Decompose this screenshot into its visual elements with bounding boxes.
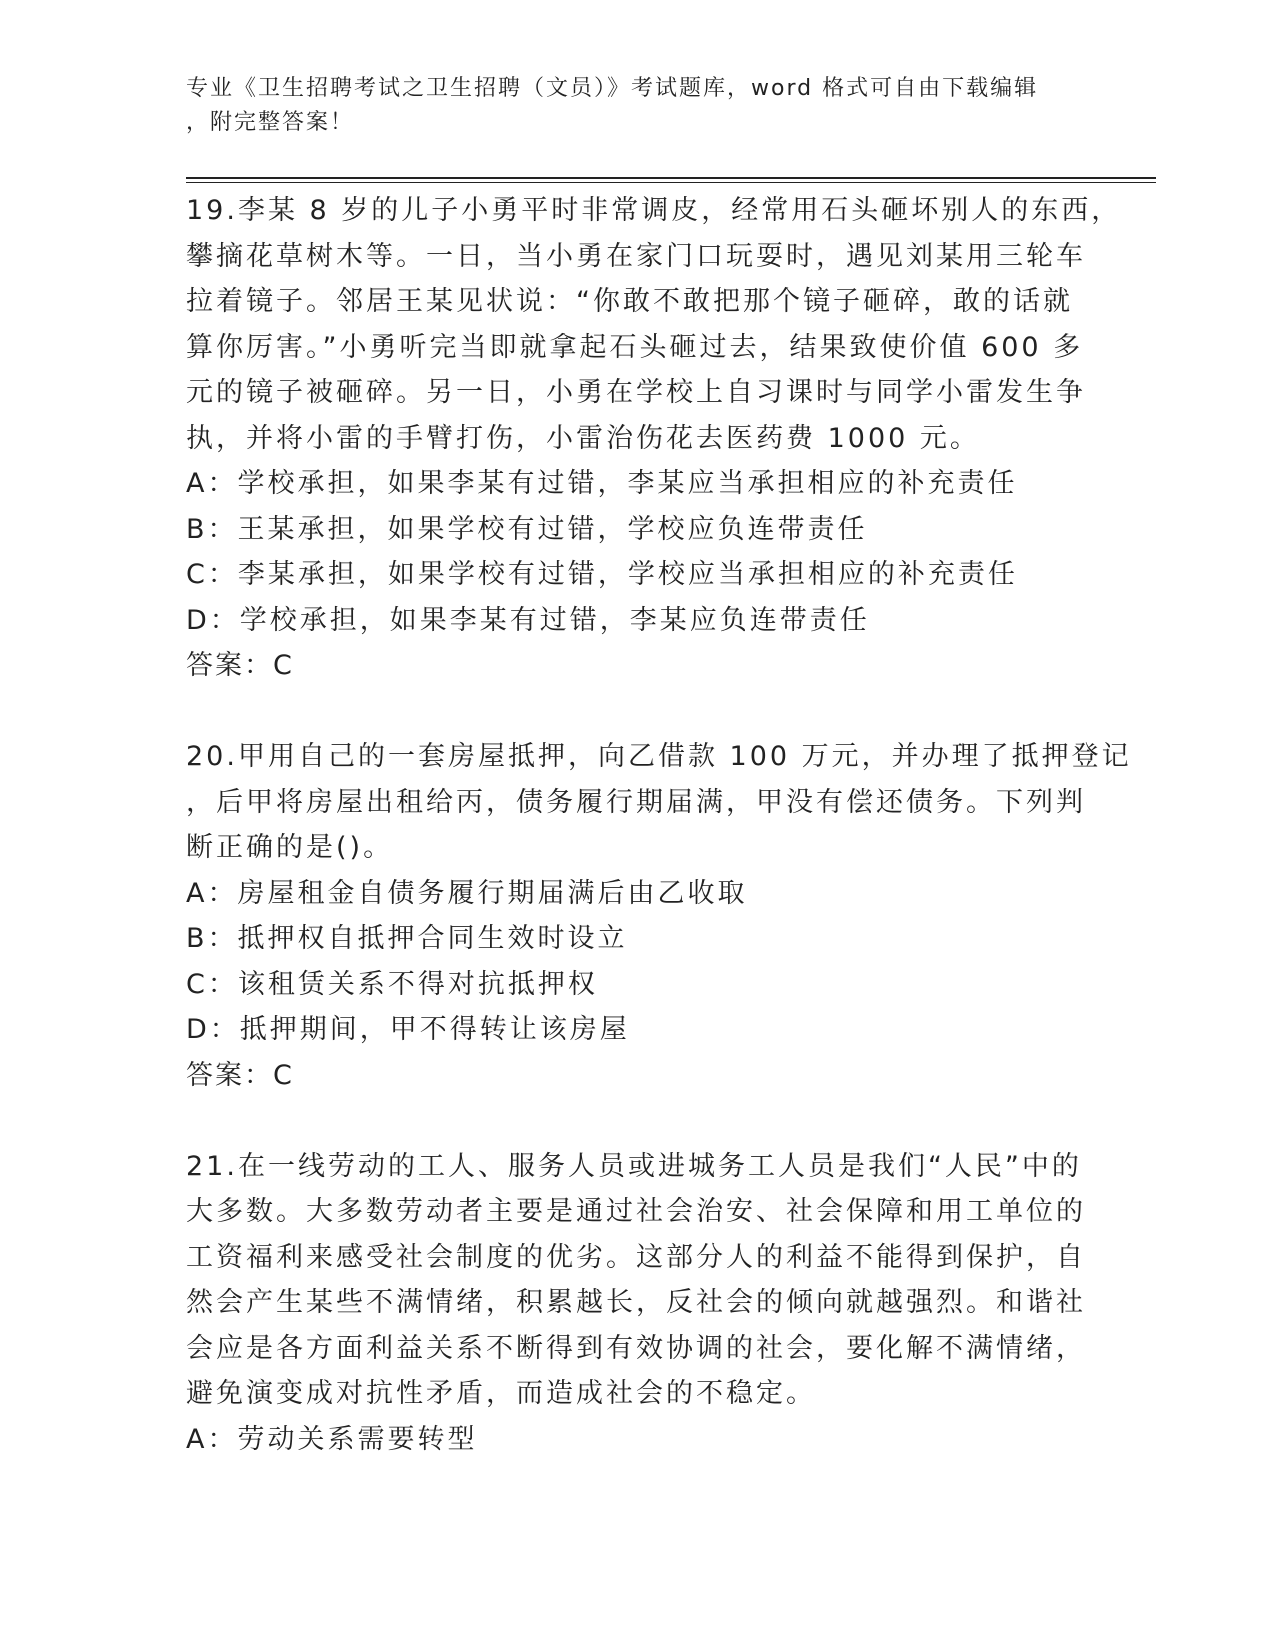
option-b: B：王某承担，如果学校有过错，学校应负连带责任 [186,513,868,545]
question-text-line: 会应是各方面利益关系不断得到有效协调的社会，要化解不满情绪， [186,1332,1086,1364]
question-20 [186,734,1196,1098]
question-text-line: 然会产生某些不满情绪，积累越长，反社会的倾向就越强烈。和谐社 [186,1287,1086,1318]
header-divider-thin [186,182,1156,183]
question-gap [186,1098,1196,1144]
question-text-line: 工资福利来感受社会制度的优劣。这部分人的利益不能得到保护，自 [186,1241,1086,1273]
question-text-line: 算你厉害。”小勇听完当即就拿起石头砸过去，结果致使价值 600 多 [186,331,1084,363]
option-d: D：抵押期间，甲不得转让该房屋 [186,1014,630,1045]
question-text-line: 拉着镜子。邻居王某见状说：“你敢不敢把那个镜子砸碎，敢的话就 [186,286,1073,317]
answer: 答案：C [186,650,294,681]
question-text-line: 避免演变成对抗性矛盾，而造成社会的不稳定。 [186,1378,816,1409]
header-line: ，附完整答案！ [186,110,355,135]
question-text-line: 19.李某 8 岁的儿子小勇平时非常调皮，经常用石头砸坏别人的东西， [186,195,1122,226]
header-line: 专业《卫生招聘考试之卫生招聘（文员）》考试题库，word 格式可自由下载编辑 [186,76,1039,101]
question-gap [186,689,1196,735]
question-text-line: ，后甲将房屋出租给丙，债务履行期届满，甲没有偿还债务。下列判 [186,786,1086,818]
option-a: A：房屋租金自债务履行期届满后由乙收取 [186,877,748,909]
question-text-line: 大多数。大多数劳动者主要是通过社会治安、社会保障和用工单位的 [186,1196,1086,1227]
question-text-line: 执，并将小雷的手臂打伤，小雷治伤花去医药费 1000 元。 [186,422,980,454]
question-text-line: 元的镜子被砸碎。另一日，小勇在学校上自习课时与同学小雷发生争 [186,377,1086,408]
option-b: B：抵押权自抵押合同生效时设立 [186,923,628,954]
option-d: D：学校承担，如果李某有过错，李某应负连带责任 [186,604,870,636]
question-text-line: 20.甲用自己的一套房屋抵押，向乙借款 100 万元，并办理了抵押登记 [186,741,1132,772]
option-c: C：该租赁关系不得对抗抵押权 [186,968,598,1000]
question-text-line: 21.在一线劳动的工人、服务人员或进城务工人员是我们“人民”中的 [186,1150,1082,1182]
question-19 [186,188,1196,689]
document-header [186,72,1066,140]
answer: 答案：C [186,1059,294,1091]
header-divider [186,177,1156,179]
option-a: A：学校承担，如果李某有过错，李某应当承担相应的补充责任 [186,468,1018,499]
question-21 [186,1144,1196,1463]
question-list [186,188,1196,1462]
option-c: C：李某承担，如果学校有过错，学校应当承担相应的补充责任 [186,559,1018,590]
question-text-line: 攀摘花草树木等。一日，当小勇在家门口玩耍时，遇见刘某用三轮车 [186,240,1086,272]
option-a: A：劳动关系需要转型 [186,1423,478,1455]
question-text-line: 断正确的是()。 [186,832,394,863]
